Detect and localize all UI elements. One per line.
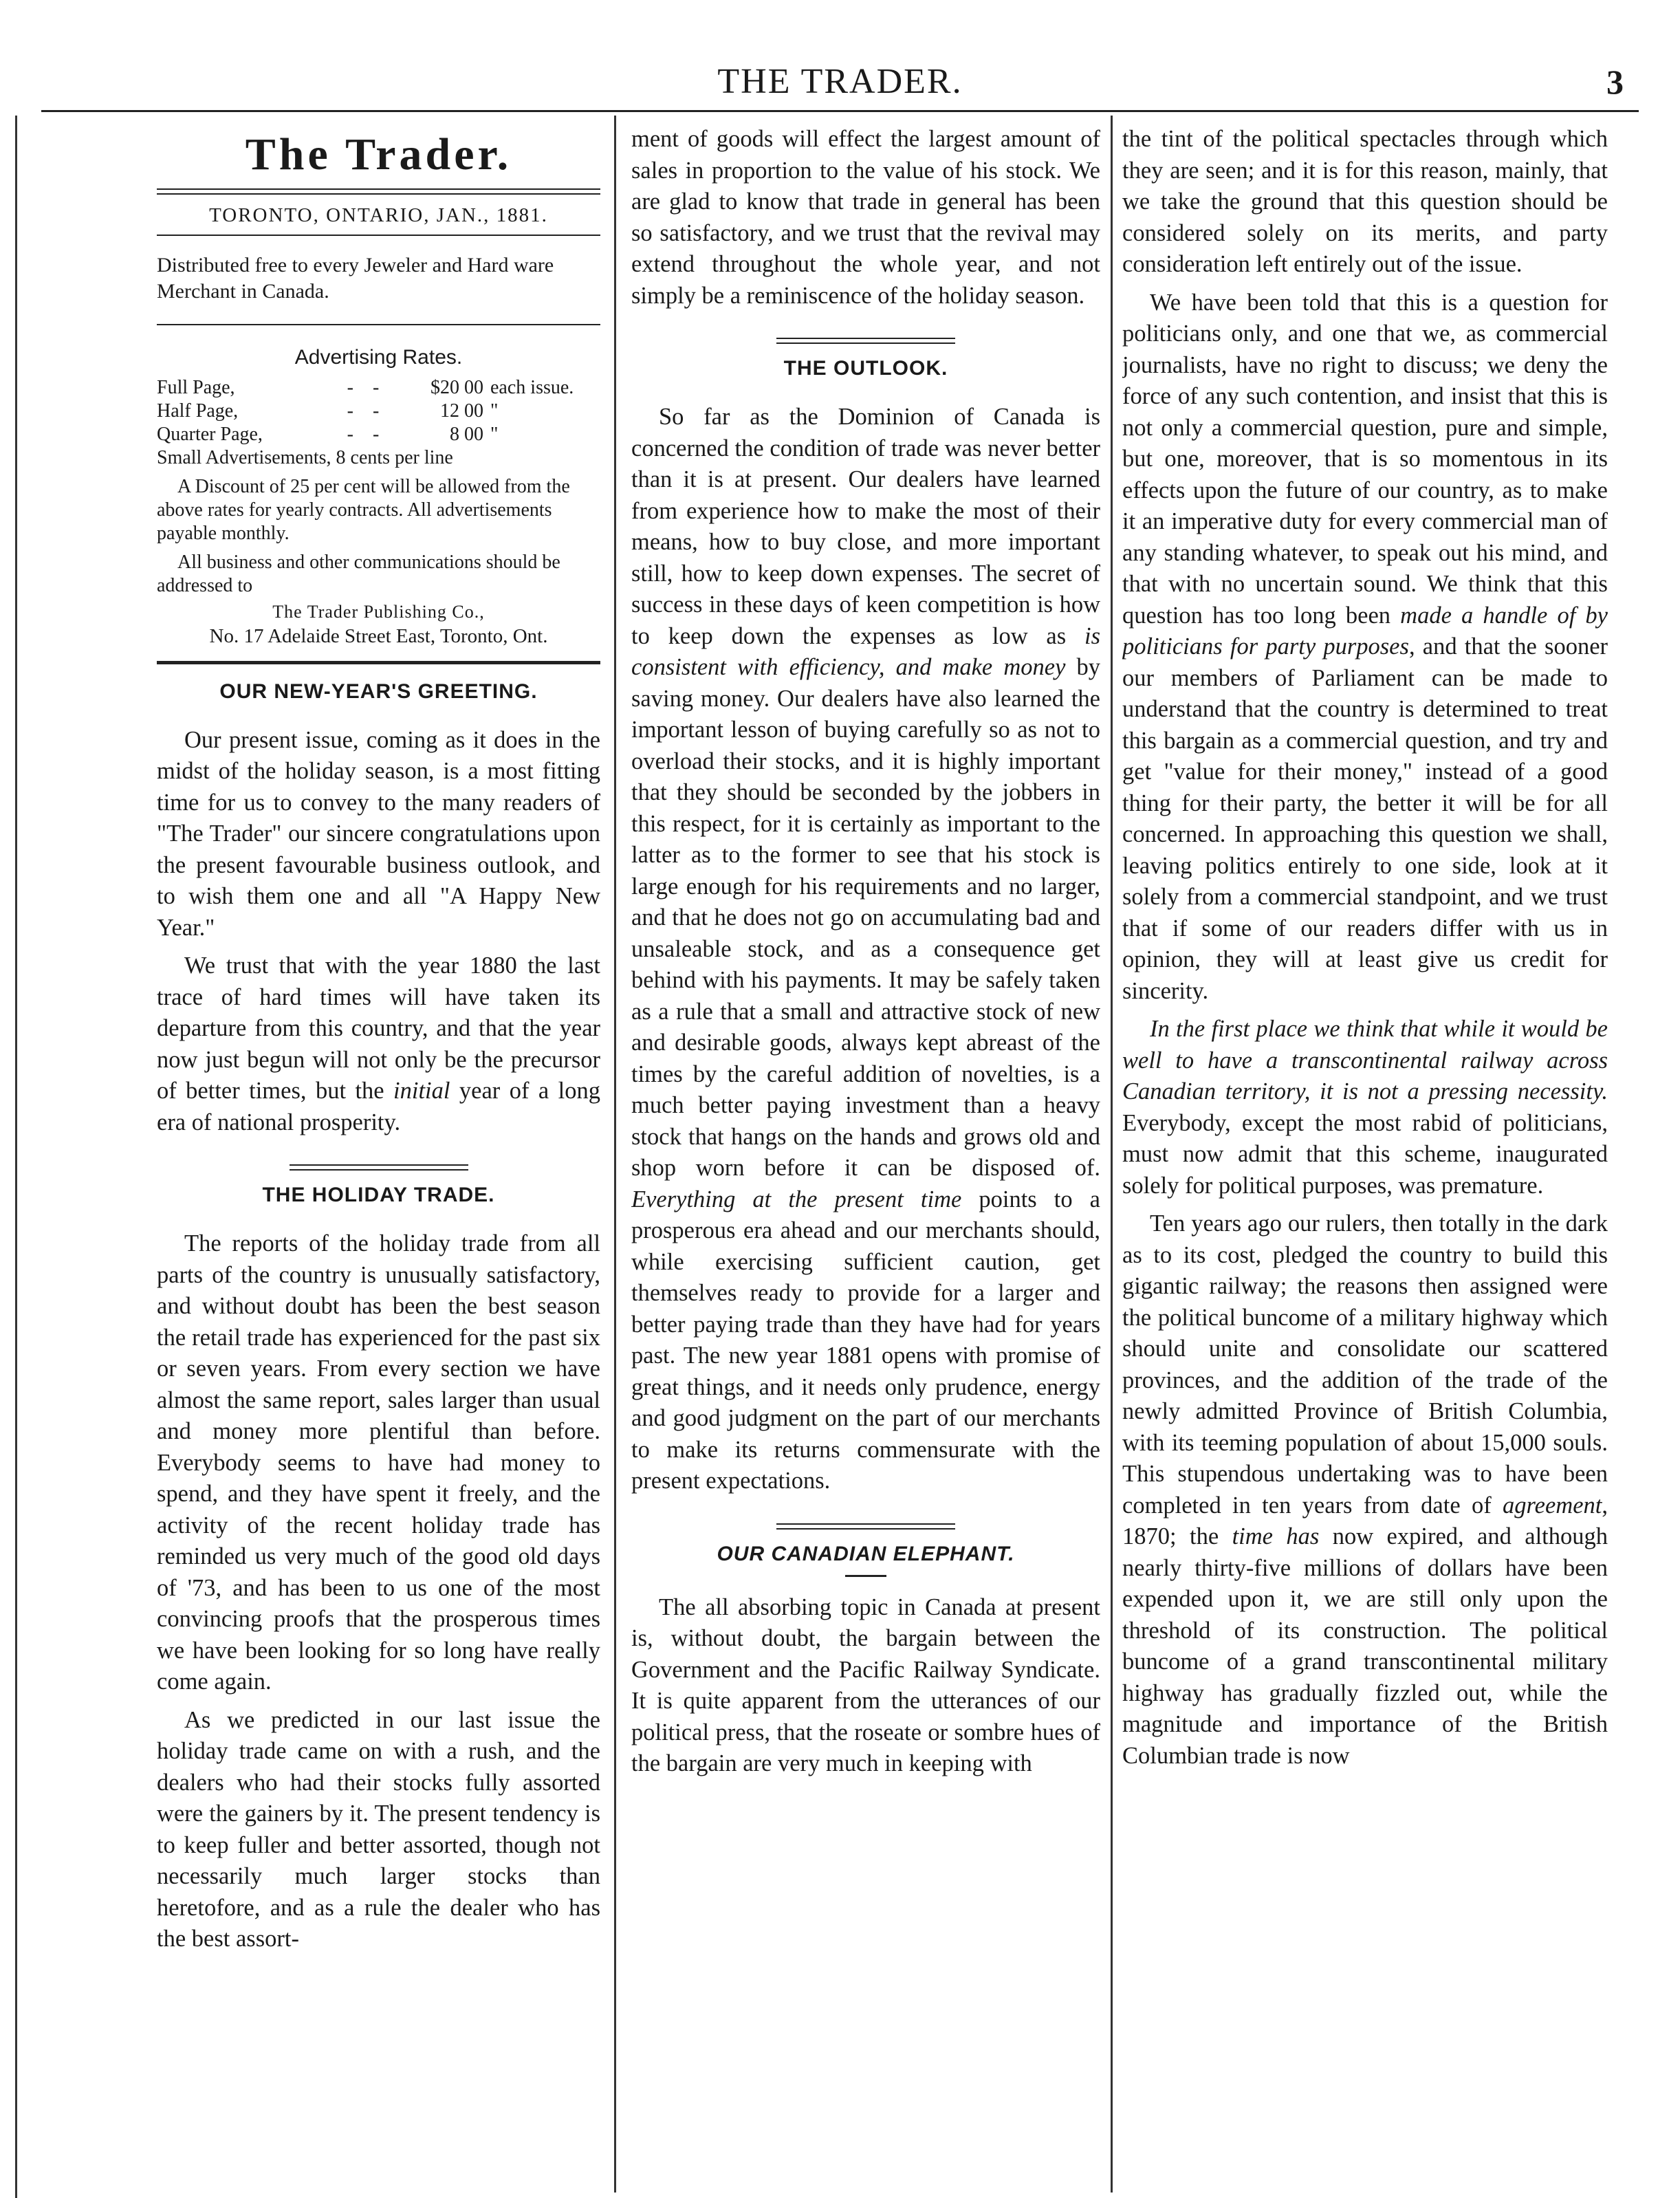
running-header: [41, 58, 1639, 106]
elephant-paragraph-1-continued: the tint of the political spectacles through which they are seen; and it is for this reason, mainly, that we take the ground that this question should be considered solely on its merits, and party consideration left entirely out of the issue.: [1122, 126, 1608, 277]
page-number: 3: [1606, 63, 1624, 101]
distribution-note: Distributed free to every Jeweler and Hard ware Merchant in Canada.: [157, 254, 554, 303]
heading-holiday-trade: THE HOLIDAY TRADE.: [262, 1184, 495, 1206]
heading-canadian-elephant: OUR CANADIAN ELEPHANT.: [717, 1542, 1015, 1565]
column-2: [631, 124, 1100, 2180]
elephant-paragraph-3: In the first place we think that while it would be well to have a transcontinental railway across Canadian territory, it is not a pressing necessity. Everybody, except the most rabid of politicians, must now admit that this scheme, inaugurated solely for political purposes, was premature.: [1122, 1016, 1608, 1199]
heading-dash: [845, 1575, 886, 1577]
publisher-name: The Trader Publishing Co.,: [272, 601, 485, 622]
column-separator-2: [1111, 116, 1113, 2192]
heading-outlook: THE OUTLOOK.: [783, 357, 948, 380]
column-3: [1122, 124, 1608, 2180]
rate-per: each issue.: [490, 376, 574, 398]
section-rule: [290, 1164, 468, 1171]
rate-per: ": [490, 423, 499, 445]
left-edge-rule: [15, 116, 17, 2198]
rate-row: Half Page, - - 12 00 ": [157, 400, 600, 423]
rate-label: Half Page,: [157, 400, 239, 422]
distribution-rule: [157, 324, 600, 325]
heading-new-years-greeting: OUR NEW-YEAR'S GREETING.: [219, 679, 538, 703]
elephant-paragraph-4: Ten years ago our rulers, then totally in the dark as to its cost, pledged the country to build this gigantic railway; the reasons then assigned were the political buncome of a military highway which should unite and consolidate our scattered provinces, and the addition of the trade of the newly admitted Province of British Columbia, with its teeming population of about 15,000 souls. This stupendous undertaking was to have been completed in ten years from date of agreement, 1870; the time has now expired, and although nearly thirty-five millions of dollars have been expended upon it, we are still only upon the threshold of its construction. The political buncome of a grand transcontinental military highway has gradually fizzled out, while the magnitude and importance of the British Columbian trade is now: [1122, 1210, 1608, 1769]
section-rule: [776, 1523, 955, 1530]
masthead-rule: [157, 188, 600, 195]
holiday-paragraph-2-continued: ment of goods will effect the largest amount of sales in proportion to the value of his stock. We are glad to know that trade in general has been so satisfactory, and we trust that the revival may extend throughout the whole year, and not simply be a reminiscence of the holiday season.: [631, 126, 1100, 309]
rate-amount: 8 00: [450, 423, 483, 445]
section-rule: [776, 338, 955, 344]
communications-note: All business and other communications should be addressed to: [157, 551, 560, 596]
rate-amount: $20 00: [430, 376, 483, 398]
dateline: TORONTO, ONTARIO, JAN., 1881.: [209, 204, 548, 226]
masthead-title: The Trader.: [245, 129, 512, 179]
column-separator-1: [614, 116, 616, 2192]
rate-label: Quarter Page,: [157, 423, 263, 445]
rate-amount: 12 00: [440, 400, 483, 422]
rate-row: Quarter Page, - - 8 00 ": [157, 423, 600, 446]
elephant-paragraph-1: The all absorbing topic in Canada at present is, without doubt, the bargain between the Government and the Pacific Railway Syndicate. It is quite apparent from the utterances of our political press, that the roseate or sombre hues of the bargain are very much in keeping with: [631, 1593, 1100, 1776]
header-rule: [41, 110, 1639, 112]
outlook-paragraph-1: So far as the Dominion of Canada is concerned the condition of trade was never better than it is at present. Our dealers have learned from experience how to make the most of their means, how to buy close, and more important still, how to keep down expenses. The secret of success in these days of keen competition is how to keep down the expenses as low as is consistent with efficiency, and make money by saving money. Our dealers have also learned the important lesson of buying carefully so as not to overload their stocks, and it is highly important that they should be seconded by the jobbers in this respect, for it is certainly as important to the latter as to the former to see that his stock is large enough for his requirements and no larger, and that he does not go on accumulating bad and unsaleable stock, and as a consequence get behind with his payments. It may be safely taken as a rule that a small and attractive stock of new and desirable goods, always kept abreast of the times by the careful addition of novelties, is a much better paying investment than a heavy stock that hangs on the hands and grows old and shop worn before it can be disposed of. Everything at the present time points to a prosperous era ahead and our merchants should, while exercising sufficient caution, get themselves ready to provide for a larger and better paying trade than they have had for years past. The new year 1881 opens with promise of great things, and it needs only prudence, energy and good judgment on the part of our merchants to make its returns commensurate with the present expectations.: [631, 404, 1100, 1494]
holiday-paragraph-2: As we predicted in our last issue the holiday trade came on with a rush, and the dealers who had their stocks fully assorted were the gainers by it. The present tendency is to keep fuller and better assorted, though not necessarily much larger stocks than heretofore, and as a rule the dealer who has the best assort-: [157, 1706, 600, 1952]
discount-note: A Discount of 25 per cent will be allowed from the above rates for yearly contracts. All advertisements payable monthly.: [157, 475, 570, 544]
dateline-rule: [157, 235, 600, 236]
publisher-address: No. 17 Adelaide Street East, Toronto, Ont.: [209, 624, 548, 647]
elephant-paragraph-2: We have been told that this is a question for politicians only, and one that we, as commercial journalists, have no right to discuss; we deny the force of any such contention, and insist that this is not only a commercial question, pure and simple, but one, moreover, that is so momentous in its effects upon the future of our country, as to make it an imperative duty for every commercial man of any standing whatever, to speak out his mind, and that with no uncertain sound. We think that this question has too long been made a handle of by politicians for party purposes, and that the sooner our members of Parliament can be made to understand that the country is determined to treat this bargain as a commercial question, and try and get "value for their money," instead of a good thing for their party, the better it will be for all concerned. In approaching this question we shall, leaving politics entirely to one side, look at it solely from a commercial standpoint, and we trust that if some of our readers differ with us in opinion, they will at least give us credit for sincerity.: [1122, 289, 1608, 1004]
masthead-bottom-rule: [157, 661, 600, 664]
greeting-paragraph-2: We trust that with the year 1880 the last trace of hard times will have taken its departure from this country, and that the year now just begun will not only be the precursor of better times, but the initial year of a long era of national prosperity.: [157, 953, 600, 1135]
column-1: [157, 124, 600, 2180]
holiday-paragraph-1: The reports of the holiday trade from all parts of the country is unusually satisfactory, and without doubt has been the best season the retail trade has experienced for the past six or seven years. From every section we have almost the same report, sales larger than usual and money more plentiful than before. Everybody seems to have had money to spend, and they have spent it freely, and the activity of the recent holiday trade has reminded us very much of the good old days of '73, and has been to us one of the most convincing proofs that the prosperous times we have been looking for so long have really come again.: [157, 1230, 600, 1695]
greeting-paragraph-1: Our present issue, coming as it does in the midst of the holiday season, is a most fitting time for us to convey to the many readers of "The Trader" our sincere congratulations upon the present favourable business outlook, and to wish them one and all "A Happy New Year.": [157, 726, 600, 941]
small-ads-rate: Small Advertisements, 8 cents per line: [157, 446, 453, 468]
running-title: THE TRADER.: [717, 62, 963, 101]
rate-label: Full Page,: [157, 376, 235, 398]
advertising-rates-title: Advertising Rates.: [294, 346, 463, 369]
advertising-rates-table: [157, 376, 600, 446]
rate-per: ": [490, 400, 499, 422]
rate-row: Full Page, - - $20 00 each issue.: [157, 376, 600, 400]
